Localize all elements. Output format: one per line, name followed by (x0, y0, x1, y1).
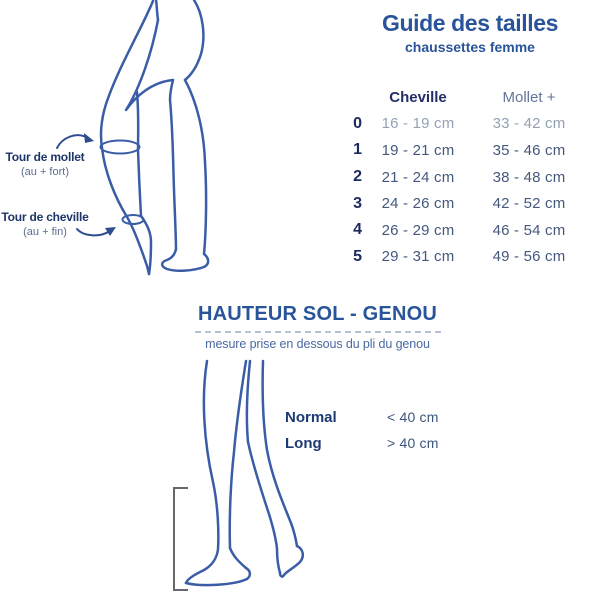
option-row-normal (285, 404, 439, 430)
front-leg-left-outline (186, 361, 218, 583)
ankle-measure-ellipse (123, 215, 144, 224)
back-leg-outline-flat-foot (162, 80, 208, 271)
length-options (285, 404, 439, 456)
front-leg-right-outline (230, 361, 246, 548)
back-foot-tiptoe (280, 546, 303, 576)
back-thigh-front-line (247, 361, 250, 442)
option-value: > 40 cm (387, 435, 439, 451)
calf-arrow (57, 135, 88, 148)
cheville-cell: 21 - 24 cm (381, 168, 455, 186)
back-leg-front-line (248, 442, 280, 573)
ankle-arrow-head-icon (105, 227, 116, 236)
size-cell: 0 (353, 114, 362, 132)
height-section (145, 303, 490, 351)
mollet-cell: 42 - 52 cm (492, 195, 566, 213)
calf-annotation-note: (au + fort) (21, 166, 69, 178)
column-header-cheville: Cheville (389, 88, 447, 106)
height-section-subtitle: mesure prise en dessous du pli du genou (205, 337, 430, 351)
legs-walking-figure (140, 350, 380, 600)
option-label: Long (285, 434, 322, 452)
mollet-cell: 46 - 54 cm (492, 221, 566, 239)
option-row-long (285, 430, 439, 456)
ankle-annotation-label: Tour de cheville (1, 210, 89, 224)
mollet-cell: 35 - 46 cm (492, 141, 566, 159)
dashed-divider (195, 331, 441, 333)
mollet-cell: 33 - 42 cm (492, 115, 566, 133)
mollet-cell: 49 - 56 cm (492, 248, 566, 266)
size-cell: 2 (353, 168, 362, 186)
front-foot-sole (186, 568, 250, 585)
size-cell: 4 (353, 221, 362, 239)
calf-arrow-head-icon (84, 133, 94, 143)
cheville-cell: 26 - 29 cm (381, 221, 455, 239)
ankle-annotation (0, 210, 90, 238)
size-cell: 3 (353, 194, 362, 212)
header-spacer (342, 86, 362, 109)
option-value: < 40 cm (387, 409, 439, 425)
size-table (342, 84, 584, 270)
size-cell: 5 (353, 247, 362, 265)
waist-line (156, 0, 158, 20)
calf-annotation-label: Tour de mollet (5, 150, 85, 164)
size-cell: 1 (353, 141, 362, 159)
column-header-mollet: Mollet + (502, 88, 556, 106)
option-label: Normal (285, 408, 337, 426)
front-foot-top (230, 548, 246, 568)
cheville-cell: 29 - 31 cm (381, 248, 455, 266)
back-leg-front-line (170, 80, 176, 249)
page-title: Guide des tailles (382, 10, 558, 36)
page-subtitle: chaussettes femme (405, 39, 535, 55)
front-calf-back-line (137, 92, 141, 216)
calf-annotation (0, 150, 90, 178)
cheville-cell: 16 - 19 cm (381, 115, 455, 133)
calf-measure-ellipse (101, 141, 140, 154)
height-section-title: HAUTEUR SOL - GENOU (198, 303, 437, 325)
cheville-cell: 24 - 26 cm (381, 195, 455, 213)
mollet-cell: 38 - 48 cm (492, 168, 566, 186)
measure-bracket-icon (174, 488, 188, 590)
cheville-cell: 19 - 21 cm (381, 141, 455, 159)
front-thigh-inner-line (126, 20, 173, 110)
buttock-outline (185, 0, 203, 80)
ankle-annotation-note: (au + fin) (23, 226, 67, 238)
